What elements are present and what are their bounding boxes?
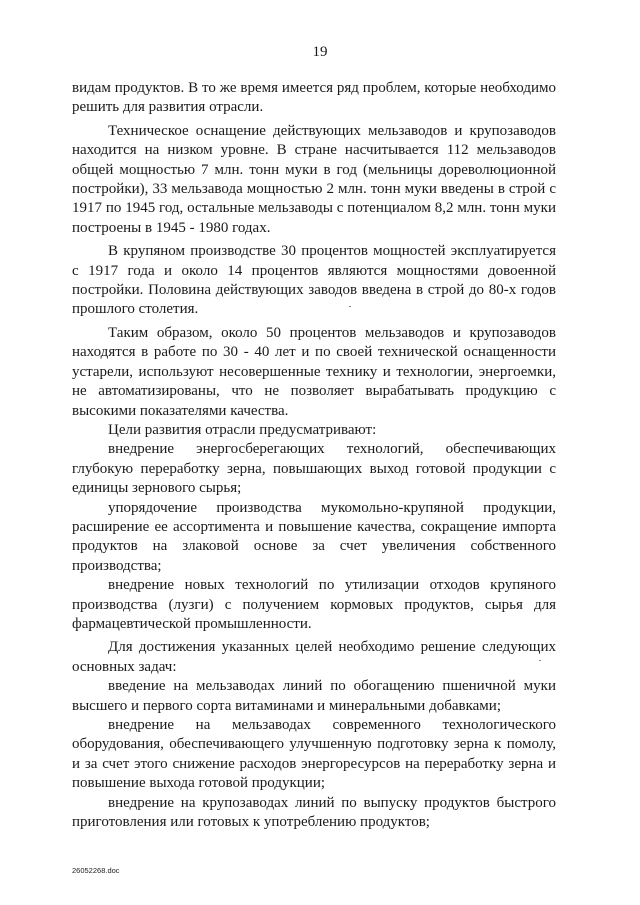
page-number: 19 [312,44,328,60]
paragraph-goals-intro: Цели развития отрасли предусматривают: [108,421,377,438]
list-item-task-quick-products: внедрение на крупозаводах линий по выпуску продуктов быстрого приготовления или готовых к употреблению продуктов; [72,794,556,831]
scan-speck [539,660,541,661]
list-item-task-fortification: введение на мельзаводах линий по обогащению пшеничной муки высшего и первого сорта витаминами и минеральными добавками; [72,678,556,714]
paragraph-groats-production: В крупяном производстве 30 процентов мощностей эксплуатируется с 1917 года и около 14 процентов являются мощностями довоенной постройки. Половина действующих заводов введена в строй до 80-х годов прошлого столетия. [72,243,556,318]
paragraph-technical-equipment: Техническое оснащение действующих мельзаводов и крупозаводов находится на низком уровне. В стране насчитывается 112 мельзаводов общей мощностью 7 млн. тонн муки в год (мельницы дореволюционной постройки), 33 мельзавода мощностью 2 млн. тонн муки введены в строй с 1917 по 1945 год, остальные мельзаводы с потенциалом 8,2 млн. тонн муки построены в 1945 - 1980 годах. [72,122,556,236]
list-item-task-equipment: внедрение на мельзаводах современного технологического оборудования, обеспечивающего улучшенную подготовку зерна к помолу, и за счет этого снижение расходов энергоресурсов на переработку зерна и повышение выхода готовой продукции; [72,717,556,792]
document-body [72,79,556,832]
list-item-goal-energy: внедрение энергосберегающих технологий, обеспечивающих глубокую переработку зерна, повышающих выход готовой продукции с единицы зернового сырья; [72,441,556,497]
paragraph-summary: Таким образом, около 50 процентов мельзаводов и крупозаводов находятся в работе по 30 - 40 лет и по своей технической оснащенности устарели, используют несовершенные технику и технологии, энергоемки, не автоматизированы, что не позволяет вырабатывать продукцию с высокими показателями качества. [72,324,556,419]
scan-speck [349,306,351,307]
footer-filename: 26052268.doc [72,866,120,875]
list-item-goal-waste: внедрение новых технологий по утилизации отходов крупяного производства (лузги) с получением кормовых продуктов, сырья для фармацевтической промышленности. [72,577,556,632]
paragraph-continuation: видам продуктов. В то же время имеется ряд проблем, которые необходимо решить для развития отрасли. [72,80,556,116]
paragraph-tasks-intro: Для достижения указанных целей необходимо решение следующих основных задач: [72,639,556,675]
list-item-goal-ordering: упорядочение производства мукомольно-крупяной продукции, расширение ее ассортимента и повышение качества, сокращение импорта продуктов на злаковой основе за счет увеличения собственного производства; [72,499,556,574]
